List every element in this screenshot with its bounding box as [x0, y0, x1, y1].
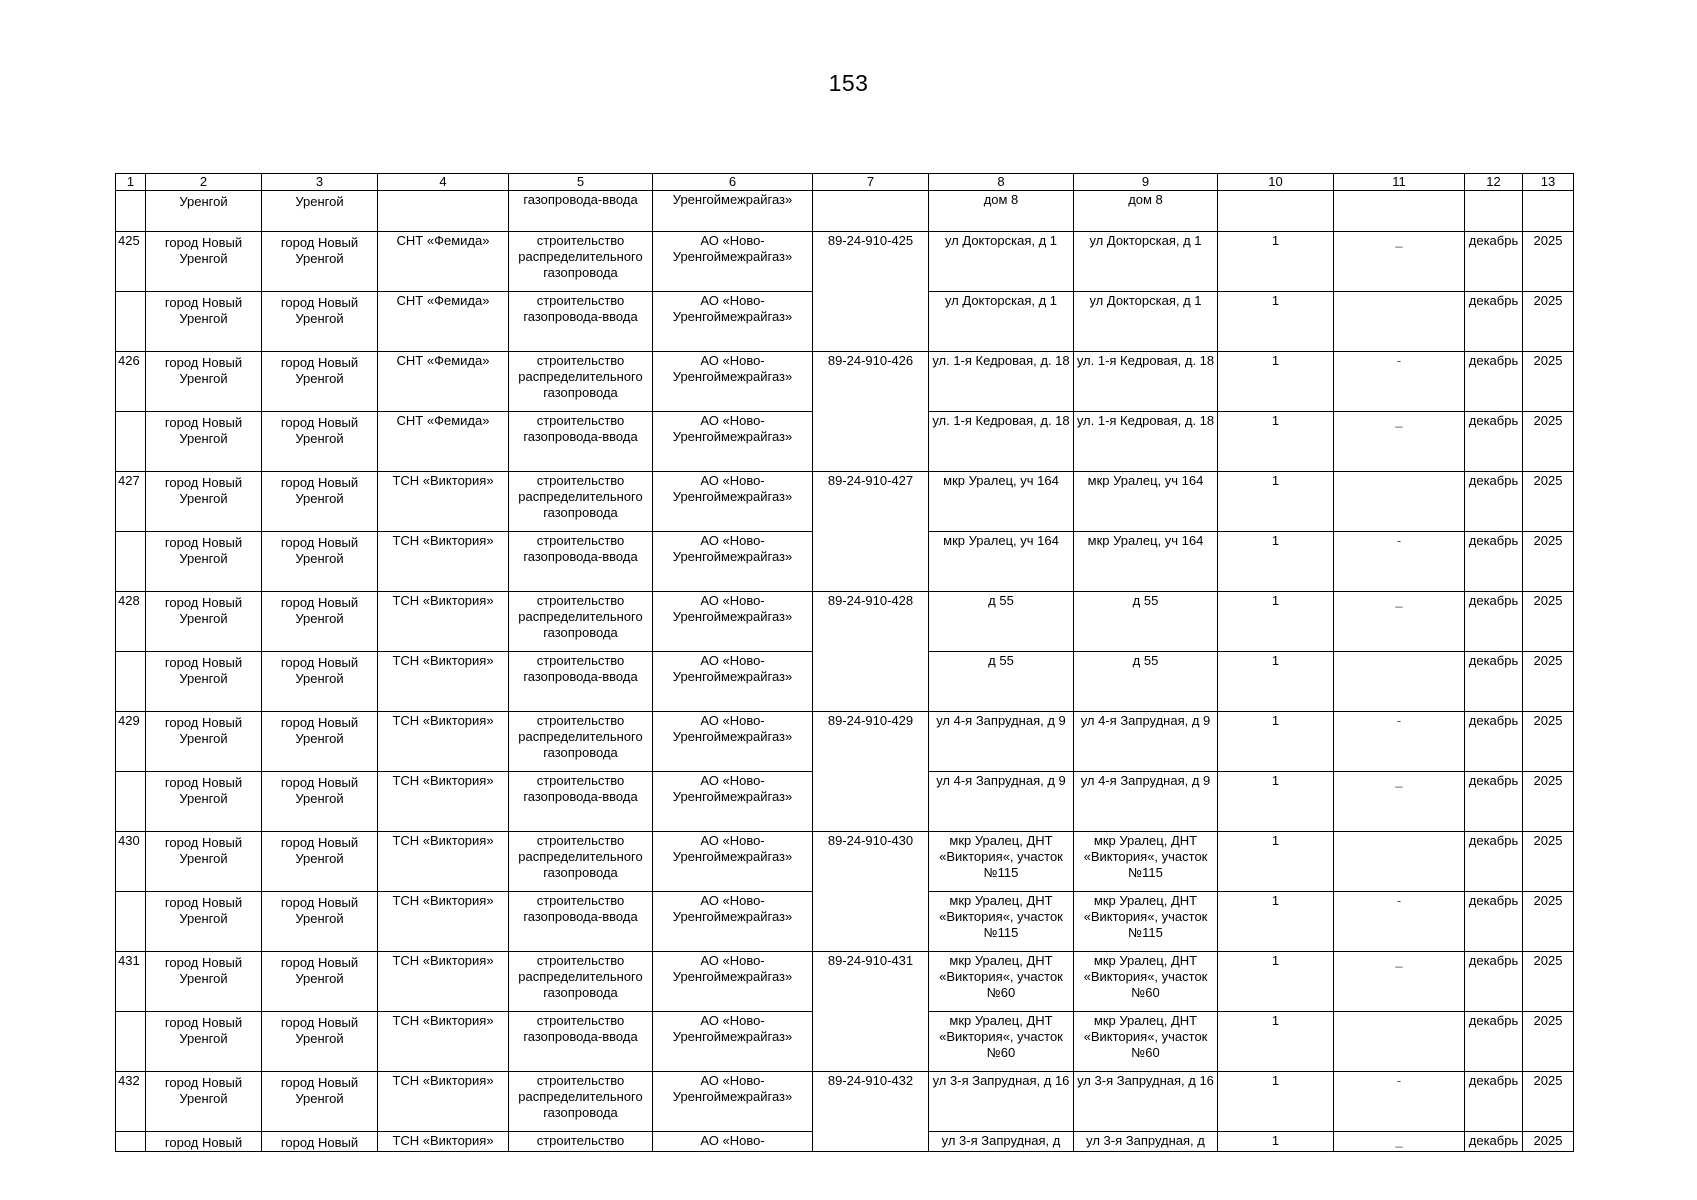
table-cell: 2025: [1523, 532, 1574, 592]
table-cell: город Новый Уренгой: [262, 772, 378, 832]
table-cell: 1: [1218, 952, 1334, 1012]
table-row: [116, 1072, 1574, 1132]
table-cell: строительство газопровода-ввода: [509, 772, 653, 832]
table-cell: декабрь: [1465, 712, 1523, 772]
table-cell: город Новый: [146, 1132, 262, 1152]
table-cell: [116, 292, 146, 352]
table-cell: декабрь: [1465, 1132, 1523, 1152]
table-cell: ул Докторская, д 1: [1074, 292, 1218, 352]
table-cell: 89-24-910-426: [813, 352, 929, 472]
table-cell: -: [1334, 892, 1465, 952]
table-cell: 89-24-910-430: [813, 832, 929, 952]
column-number-header: 3: [262, 174, 378, 191]
table-cell: Уренгоймежрайгаз»: [653, 191, 813, 232]
column-number-header: 1: [116, 174, 146, 191]
table-cell: город Новый Уренгой: [262, 292, 378, 352]
column-number-header: 2: [146, 174, 262, 191]
table-cell: город Новый Уренгой: [146, 712, 262, 772]
table-cell: 1: [1218, 1072, 1334, 1132]
table-cell: строительство газопровода-ввода: [509, 1012, 653, 1072]
table-cell: декабрь: [1465, 592, 1523, 652]
table-cell: 1: [1218, 232, 1334, 292]
table-cell: ТСН «Виктория»: [378, 892, 509, 952]
table-cell: ул. 1-я Кедровая, д. 18: [929, 352, 1074, 412]
table-cell: ул 4-я Запрудная, д 9: [929, 772, 1074, 832]
table-row: [116, 952, 1574, 1012]
table-cell: город Новый Уренгой: [262, 592, 378, 652]
table-cell: город Новый Уренгой: [262, 1012, 378, 1072]
table-cell: ТСН «Виктория»: [378, 652, 509, 712]
table-cell: _: [1334, 772, 1465, 832]
table-cell: [813, 191, 929, 232]
table-cell: 2025: [1523, 892, 1574, 952]
table-cell: 431: [116, 952, 146, 1012]
table-cell: декабрь: [1465, 412, 1523, 472]
table-cell: ул. 1-я Кедровая, д. 18: [1074, 352, 1218, 412]
table-cell: АО «Ново-Уренгоймежрайгаз»: [653, 832, 813, 892]
table-cell: город Новый: [262, 1132, 378, 1152]
table-cell: город Новый Уренгой: [146, 1072, 262, 1132]
table-cell: 2025: [1523, 1072, 1574, 1132]
table-cell: -: [1334, 712, 1465, 772]
table-cell: АО «Ново-Уренгоймежрайгаз»: [653, 772, 813, 832]
table-cell: мкр Уралец, уч 164: [1074, 472, 1218, 532]
table-cell: ул 4-я Запрудная, д 9: [929, 712, 1074, 772]
table-cell: ул 3-я Запрудная, д 16: [1074, 1072, 1218, 1132]
table-cell: [1334, 832, 1465, 892]
table-cell: ТСН «Виктория»: [378, 1072, 509, 1132]
table-cell: декабрь: [1465, 1012, 1523, 1072]
table-cell: декабрь: [1465, 772, 1523, 832]
table-cell: 2025: [1523, 592, 1574, 652]
table-cell: строительство газопровода-ввода: [509, 532, 653, 592]
table-cell: АО «Ново-Уренгоймежрайгаз»: [653, 652, 813, 712]
table-cell: город Новый Уренгой: [146, 532, 262, 592]
table-cell: 2025: [1523, 412, 1574, 472]
table-cell: строительство газопровода-ввода: [509, 652, 653, 712]
table-cell: строительство газопровода-ввода: [509, 292, 653, 352]
table-cell: мкр Уралец, ДНТ «Виктория«, участок №115: [929, 832, 1074, 892]
table-cell: [1334, 1012, 1465, 1072]
table-cell: -: [1334, 1072, 1465, 1132]
table-cell: декабрь: [1465, 652, 1523, 712]
table-cell: мкр Уралец, уч 164: [929, 472, 1074, 532]
table-cell: 1: [1218, 772, 1334, 832]
table-cell: 2025: [1523, 232, 1574, 292]
table-cell: мкр Уралец, ДНТ «Виктория«, участок №115: [1074, 832, 1218, 892]
table-cell: [1218, 191, 1334, 232]
table-cell: д 55: [929, 652, 1074, 712]
table-cell: город Новый Уренгой: [262, 472, 378, 532]
table-cell: город Новый Уренгой: [146, 412, 262, 472]
table-cell: АО «Ново-Уренгоймежрайгаз»: [653, 592, 813, 652]
table-cell: декабрь: [1465, 892, 1523, 952]
table-cell: АО «Ново-Уренгоймежрайгаз»: [653, 412, 813, 472]
table-cell: АО «Ново-Уренгоймежрайгаз»: [653, 532, 813, 592]
table-cell: город Новый Уренгой: [146, 352, 262, 412]
table-cell: [1334, 191, 1465, 232]
table-cell: мкр Уралец, ДНТ «Виктория«, участок №60: [929, 952, 1074, 1012]
table-cell: 426: [116, 352, 146, 412]
table-cell: дом 8: [1074, 191, 1218, 232]
table-row: [116, 472, 1574, 532]
table-cell: город Новый Уренгой: [146, 772, 262, 832]
table-cell: строительство распределительного газопровода: [509, 952, 653, 1012]
table-cell: город Новый Уренгой: [262, 952, 378, 1012]
table-cell: ТСН «Виктория»: [378, 472, 509, 532]
table-cell: 2025: [1523, 292, 1574, 352]
table-cell: ул 3-я Запрудная, д: [929, 1132, 1074, 1152]
table-cell: 89-24-910-429: [813, 712, 929, 832]
table-cell: ТСН «Виктория»: [378, 952, 509, 1012]
table-cell: город Новый Уренгой: [262, 352, 378, 412]
table-cell: 1: [1218, 652, 1334, 712]
table-cell: 1: [1218, 1012, 1334, 1072]
table-cell: декабрь: [1465, 472, 1523, 532]
table-cell: газопровода-ввода: [509, 191, 653, 232]
table-cell: АО «Ново-Уренгоймежрайгаз»: [653, 892, 813, 952]
table-cell: мкр Уралец, ДНТ «Виктория«, участок №60: [929, 1012, 1074, 1072]
table-cell: 1: [1218, 712, 1334, 772]
table-cell: АО «Ново-Уренгоймежрайгаз»: [653, 292, 813, 352]
table-cell: [1465, 191, 1523, 232]
column-number-header: 13: [1523, 174, 1574, 191]
table-cell: дом 8: [929, 191, 1074, 232]
table-cell: 1: [1218, 352, 1334, 412]
table-cell: _: [1334, 952, 1465, 1012]
table-cell: АО «Ново-Уренгоймежрайгаз»: [653, 712, 813, 772]
column-number-header: 11: [1334, 174, 1465, 191]
table-cell: д 55: [1074, 652, 1218, 712]
table-cell: ТСН «Виктория»: [378, 1012, 509, 1072]
table-cell: [1334, 292, 1465, 352]
table-cell: город Новый Уренгой: [262, 532, 378, 592]
table-cell: город Новый Уренгой: [146, 472, 262, 532]
table-cell: [116, 652, 146, 712]
table-cell: город Новый Уренгой: [262, 712, 378, 772]
column-number-header: 4: [378, 174, 509, 191]
table-cell: ул. 1-я Кедровая, д. 18: [929, 412, 1074, 472]
table-cell: 2025: [1523, 1012, 1574, 1072]
table-cell: 432: [116, 1072, 146, 1132]
table-cell: 430: [116, 832, 146, 892]
table-cell: Уренгой: [262, 191, 378, 232]
table-cell: строительство газопровода-ввода: [509, 892, 653, 952]
page-number: 153: [828, 70, 869, 96]
table-cell: 425: [116, 232, 146, 292]
table-cell: -: [1334, 532, 1465, 592]
table-cell: ул 3-я Запрудная, д: [1074, 1132, 1218, 1152]
table-cell: 89-24-910-425: [813, 232, 929, 352]
table-cell: декабрь: [1465, 352, 1523, 412]
table-cell: декабрь: [1465, 292, 1523, 352]
table-cell: декабрь: [1465, 1072, 1523, 1132]
table-cell: декабрь: [1465, 952, 1523, 1012]
table-cell: Уренгой: [146, 191, 262, 232]
table-cell: СНТ «Фемида»: [378, 412, 509, 472]
table-cell: [378, 191, 509, 232]
table-cell: 1: [1218, 472, 1334, 532]
table-cell: 1: [1218, 412, 1334, 472]
table-cell: 2025: [1523, 352, 1574, 412]
table-cell: ТСН «Виктория»: [378, 832, 509, 892]
table-cell: 1: [1218, 1132, 1334, 1152]
table-cell: город Новый Уренгой: [146, 952, 262, 1012]
table-cell: ул 4-я Запрудная, д 9: [1074, 712, 1218, 772]
table-cell: город Новый Уренгой: [262, 892, 378, 952]
table-cell: мкр Уралец, ДНТ «Виктория«, участок №60: [1074, 952, 1218, 1012]
table-cell: город Новый Уренгой: [262, 832, 378, 892]
table-cell: СНТ «Фемида»: [378, 352, 509, 412]
table-cell: 429: [116, 712, 146, 772]
table-cell: ул 3-я Запрудная, д 16: [929, 1072, 1074, 1132]
table-cell: 1: [1218, 592, 1334, 652]
table-cell: АО «Ново-Уренгоймежрайгаз»: [653, 352, 813, 412]
table-cell: декабрь: [1465, 232, 1523, 292]
table-cell: декабрь: [1465, 532, 1523, 592]
table-cell: [116, 412, 146, 472]
table-cell: 89-24-910-428: [813, 592, 929, 712]
column-number-header: 6: [653, 174, 813, 191]
table-cell: СНТ «Фемида»: [378, 232, 509, 292]
table-cell: 428: [116, 592, 146, 652]
table-row: [116, 352, 1574, 412]
table-cell: ТСН «Виктория»: [378, 772, 509, 832]
table-cell: [116, 1012, 146, 1072]
table-cell: мкр Уралец, ДНТ «Виктория«, участок №115: [1074, 892, 1218, 952]
table-cell: ТСН «Виктория»: [378, 1132, 509, 1152]
table-cell: город Новый Уренгой: [262, 1072, 378, 1132]
table-cell: 2025: [1523, 1132, 1574, 1152]
table-cell: _: [1334, 412, 1465, 472]
table-cell: АО «Ново-Уренгоймежрайгаз»: [653, 472, 813, 532]
table-row: [116, 832, 1574, 892]
table-cell: [116, 1132, 146, 1152]
table-cell: город Новый Уренгой: [146, 832, 262, 892]
table-cell: 2025: [1523, 472, 1574, 532]
table-cell: город Новый Уренгой: [146, 292, 262, 352]
table-cell: 427: [116, 472, 146, 532]
table-cell: строительство: [509, 1132, 653, 1152]
table-cell: декабрь: [1465, 832, 1523, 892]
table-cell: город Новый Уренгой: [262, 652, 378, 712]
table-row: [116, 592, 1574, 652]
table-cell: город Новый Уренгой: [262, 232, 378, 292]
table-cell: -: [1334, 352, 1465, 412]
column-number-header: 10: [1218, 174, 1334, 191]
table-cell: 89-24-910-427: [813, 472, 929, 592]
table-cell: ул 4-я Запрудная, д 9: [1074, 772, 1218, 832]
table-cell: 1: [1218, 832, 1334, 892]
table-cell: строительство распределительного газопровода: [509, 1072, 653, 1132]
table-cell: 2025: [1523, 652, 1574, 712]
table-cell: 2025: [1523, 772, 1574, 832]
table-cell: [116, 772, 146, 832]
table-cell: [1523, 191, 1574, 232]
table-cell: 2025: [1523, 832, 1574, 892]
table-cell: д 55: [929, 592, 1074, 652]
table-cell: ТСН «Виктория»: [378, 712, 509, 772]
table-cell: АО «Ново-Уренгоймежрайгаз»: [653, 232, 813, 292]
table-cell: строительство распределительного газопровода: [509, 712, 653, 772]
table-row: [116, 232, 1574, 292]
table-cell: ул Докторская, д 1: [929, 232, 1074, 292]
table-cell: город Новый Уренгой: [146, 892, 262, 952]
table-cell: строительство распределительного газопровода: [509, 592, 653, 652]
table-cell: _: [1334, 1132, 1465, 1152]
table-cell: город Новый Уренгой: [146, 1012, 262, 1072]
table-cell: 89-24-910-432: [813, 1072, 929, 1152]
table-cell: строительство газопровода-ввода: [509, 412, 653, 472]
table-cell: [1334, 472, 1465, 532]
table-cell: 2025: [1523, 712, 1574, 772]
table-cell: ТСН «Виктория»: [378, 592, 509, 652]
table-cell: мкр Уралец, уч 164: [1074, 532, 1218, 592]
table-cell: 1: [1218, 292, 1334, 352]
table-cell: [116, 532, 146, 592]
table-cell: [116, 892, 146, 952]
table-cell: АО «Ново-Уренгоймежрайгаз»: [653, 952, 813, 1012]
table-header-row: [116, 174, 1574, 191]
table-cell: ул Докторская, д 1: [929, 292, 1074, 352]
column-number-header: 8: [929, 174, 1074, 191]
table-cell: город Новый Уренгой: [146, 652, 262, 712]
table-cell: строительство распределительного газопровода: [509, 232, 653, 292]
table-cell: ул Докторская, д 1: [1074, 232, 1218, 292]
table-cell: д 55: [1074, 592, 1218, 652]
table-cell: АО «Ново-Уренгоймежрайгаз»: [653, 1072, 813, 1132]
table-cell: 89-24-910-431: [813, 952, 929, 1072]
table-cell: город Новый Уренгой: [146, 232, 262, 292]
table-cell: строительство распределительного газопровода: [509, 472, 653, 532]
table-cell: [116, 191, 146, 232]
column-number-header: 9: [1074, 174, 1218, 191]
table-cell: АО «Ново-: [653, 1132, 813, 1152]
table-cell: ул. 1-я Кедровая, д. 18: [1074, 412, 1218, 472]
table-cell: АО «Ново-Уренгоймежрайгаз»: [653, 1012, 813, 1072]
table-cell: _: [1334, 592, 1465, 652]
column-number-header: 5: [509, 174, 653, 191]
table-cell: строительство распределительного газопровода: [509, 352, 653, 412]
table-cell: _: [1334, 232, 1465, 292]
table-cell: 2025: [1523, 952, 1574, 1012]
table-cell: ТСН «Виктория»: [378, 532, 509, 592]
table-row: [116, 712, 1574, 772]
table-cell: город Новый Уренгой: [262, 412, 378, 472]
column-number-header: 7: [813, 174, 929, 191]
table-cell: 1: [1218, 892, 1334, 952]
table-cell: [1334, 652, 1465, 712]
table-cell: мкр Уралец, уч 164: [929, 532, 1074, 592]
table-cell: мкр Уралец, ДНТ «Виктория«, участок №115: [929, 892, 1074, 952]
table-cell: строительство распределительного газопровода: [509, 832, 653, 892]
table-cell: город Новый Уренгой: [146, 592, 262, 652]
table-row: [116, 191, 1574, 232]
table-cell: 1: [1218, 532, 1334, 592]
table-cell: СНТ «Фемида»: [378, 292, 509, 352]
column-number-header: 12: [1465, 174, 1523, 191]
data-table: [115, 173, 1574, 1152]
table-cell: мкр Уралец, ДНТ «Виктория«, участок №60: [1074, 1012, 1218, 1072]
